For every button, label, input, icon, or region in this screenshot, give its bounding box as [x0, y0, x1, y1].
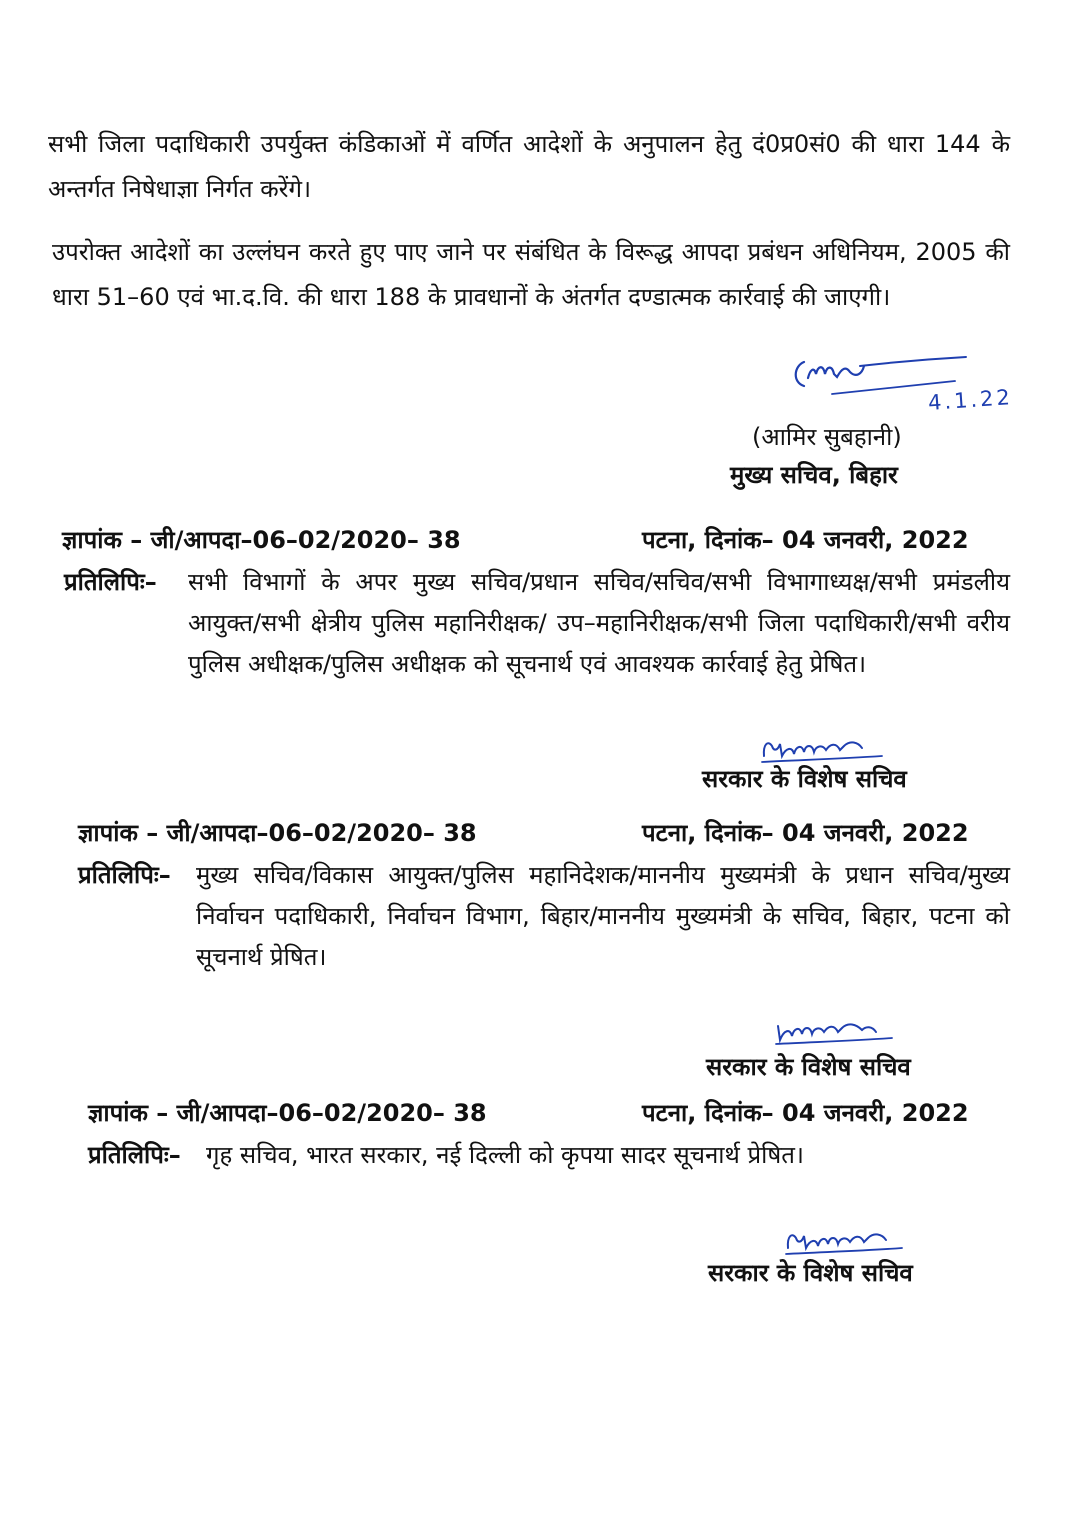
handwritten-date: 4.1.22 [927, 385, 1014, 415]
copy-to-label: प्रतिलिपिः– [88, 1141, 181, 1169]
copy-to-recipients: गृह सचिव, भारत सरकार, नई दिल्ली को कृपया सादर सूचनार्थ प्रेषित। [206, 1141, 804, 1169]
special-secretary-signature [772, 1016, 896, 1050]
special-secretary-signature [782, 1222, 906, 1258]
copy-to-label: प्रतिलिपिः– [78, 861, 171, 889]
copy-to-label: प्रतिलिपिः– [64, 568, 157, 596]
copy-to-recipients: सभी विभागों के अपर मुख्य सचिव/प्रधान सचिव/सचिव/सभी विभागाध्यक्ष/सभी प्रमंडलीय आयुक्त/सभी क्षेत्रीय पुलिस महानिरीक्षक/ उप–महानिरीक्षक/सभी जिला पदाधिकारी/सभी वरीय पुलिस अधीक्षक/पुलिस अधीक्षक को सूचनार्थ एवं आवश्यक कार्रवाई हेतु प्रेषित। [188, 568, 1010, 678]
memo-number: ज्ञापांक – जी/आपदा–06–02/2020– 38 [62, 526, 461, 554]
chief-secretary-designation: मुख्य सचिव, बिहार [730, 461, 898, 489]
paragraph-prohibitory-order: सभी जिला पदाधिकारी उपर्युक्त कंडिकाओं में वर्णित आदेशों के अनुपालन हेतु दं0प्र0सं0 की धारा 144 के अन्तर्गत निषेधाज्ञा निर्गत करेंगे। [48, 130, 1010, 203]
special-secretary-title: सरकार के विशेष सचिव [708, 1259, 913, 1287]
copy-to-block [78, 855, 1010, 985]
copy-to-block [88, 1135, 1010, 1180]
memo-number: ज्ञापांक – जी/आपदा–06–02/2020– 38 [78, 819, 477, 847]
special-secretary-title: सरकार के विशेष सचिव [702, 765, 907, 793]
memo-date: पटना, दिनांक– 04 जनवरी, 2022 [642, 819, 969, 847]
special-secretary-title: सरकार के विशेष सचिव [706, 1053, 911, 1081]
chief-secretary-name: (आमिर सुबहानी) [752, 423, 902, 451]
copy-to-recipients: मुख्य सचिव/विकास आयुक्त/पुलिस महानिदेशक/माननीय मुख्यमंत्री के प्रधान सचिव/मुख्य निर्वाचन पदाधिकारी, निर्वाचन विभाग, बिहार/माननीय मुख्यमंत्री के सचिव, बिहार, पटना को सूचनार्थ प्रेषित। [196, 861, 1010, 971]
memo-date: पटना, दिनांक– 04 जनवरी, 2022 [642, 1099, 969, 1127]
memo-date: पटना, दिनांक– 04 जनवरी, 2022 [642, 526, 969, 554]
paragraph-penal-action: उपरोक्त आदेशों का उल्लंघन करते हुए पाए जाने पर संबंधित के विरूद्ध आपदा प्रबंधन अधिनियम, 2005 की धारा 51–60 एवं भा.द.वि. की धारा 188 के प्रावधानों के अंतर्गत दण्डात्मक कार्रवाई की जाएगी। [52, 238, 1010, 311]
memo-number: ज्ञापांक – जी/आपदा–06–02/2020– 38 [88, 1099, 487, 1127]
copy-to-block [64, 562, 1010, 732]
special-secretary-signature [758, 732, 886, 768]
